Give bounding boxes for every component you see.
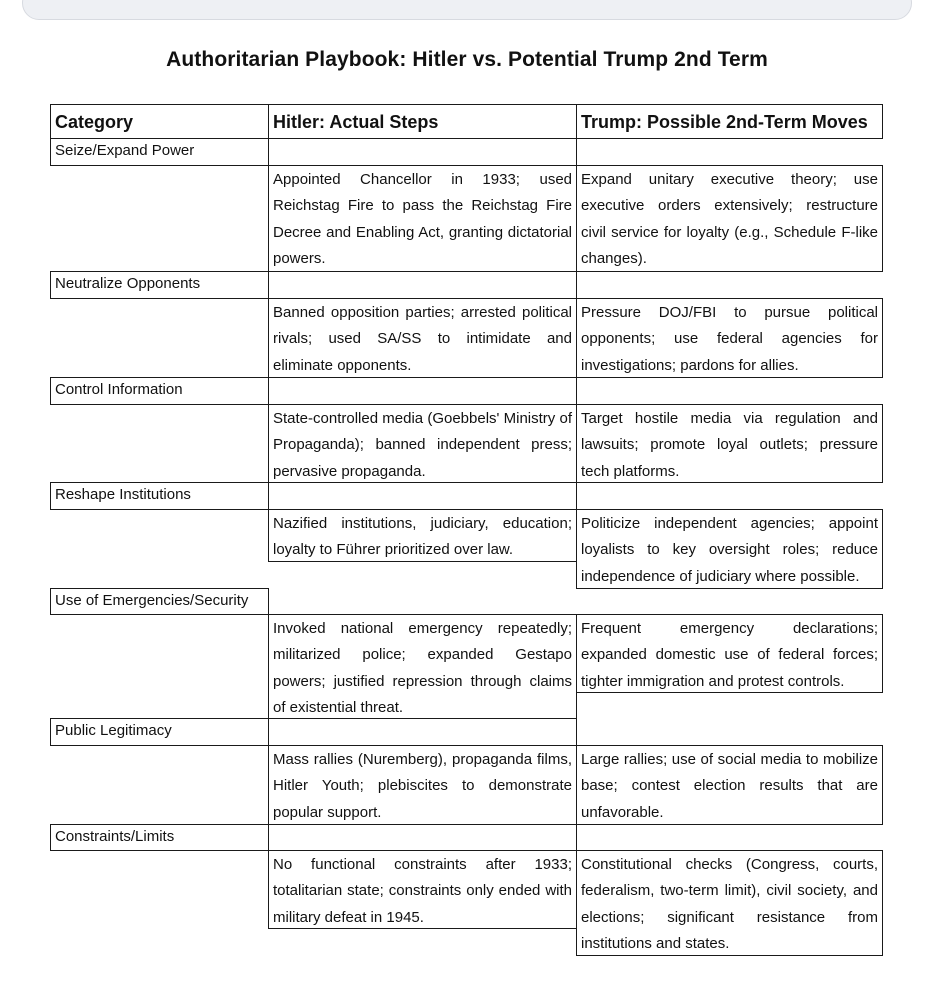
trump-cell: Expand unitary executive theory; use executive orders extensively; restructure civil service for loyalty (e.g., Schedule F-like changes).	[576, 165, 883, 272]
hitler-cell: Invoked national emergency repeatedly; militarized police; expanded Gestapo powers; justified repression through claims of existential threat.	[268, 614, 577, 719]
category-spacer	[268, 824, 577, 851]
category-cell: Seize/Expand Power	[50, 138, 269, 166]
trump-cell: Frequent emergency declarations; expanded domestic use of federal forces; tighter immigration and protest controls.	[576, 614, 883, 693]
trump-cell: Constitutional checks (Congress, courts, federalism, two-term limit), civil society, and elections; significant resistance from institutions and states.	[576, 850, 883, 956]
category-spacer	[268, 718, 577, 746]
category-cell: Control Information	[50, 377, 269, 405]
category-spacer	[268, 377, 577, 405]
category-cell: Reshape Institutions	[50, 482, 269, 510]
header-hitler: Hitler: Actual Steps	[268, 104, 577, 139]
category-cell: Constraints/Limits	[50, 824, 269, 851]
category-spacer	[268, 271, 577, 299]
category-spacer	[268, 482, 577, 510]
hitler-cell: Appointed Chancellor in 1933; used Reichstag Fire to pass the Reichstag Fire Decree and Enabling Act, granting dictatorial powers.	[268, 165, 577, 272]
hitler-cell: State-controlled media (Goebbels' Ministry of Propaganda); banned independent press; pervasive propaganda.	[268, 404, 577, 483]
category-cell: Public Legitimacy	[50, 718, 269, 746]
trump-cell: Politicize independent agencies; appoint loyalists to key oversight roles; reduce independence of judiciary where possible.	[576, 509, 883, 589]
document-title: Authoritarian Playbook: Hitler vs. Potential Trump 2nd Term	[166, 48, 768, 71]
hitler-cell: Banned opposition parties; arrested political rivals; used SA/SS to intimidate and eliminate opponents.	[268, 298, 577, 378]
category-cell: Neutralize Opponents	[50, 271, 269, 299]
hitler-cell: No functional constraints after 1933; totalitarian state; constraints only ended with military defeat in 1945.	[268, 850, 577, 929]
trump-cell: Pressure DOJ/FBI to pursue political opponents; use federal agencies for investigations; pardons for allies.	[576, 298, 883, 378]
header-trump: Trump: Possible 2nd-Term Moves	[576, 104, 883, 139]
category-spacer	[268, 138, 577, 166]
comparison-table	[50, 104, 884, 964]
trump-cell: Large rallies; use of social media to mobilize base; contest election results that are unfavorable.	[576, 745, 883, 825]
trump-cell: Target hostile media via regulation and lawsuits; promote loyal outlets; pressure tech platforms.	[576, 404, 883, 483]
header-category: Category	[50, 104, 269, 139]
top-bar	[22, 0, 912, 20]
category-cell: Use of Emergencies/Security	[50, 588, 269, 615]
hitler-cell: Nazified institutions, judiciary, education; loyalty to Führer prioritized over law.	[268, 509, 577, 562]
hitler-cell: Mass rallies (Nuremberg), propaganda films, Hitler Youth; plebiscites to demonstrate popular support.	[268, 745, 577, 825]
